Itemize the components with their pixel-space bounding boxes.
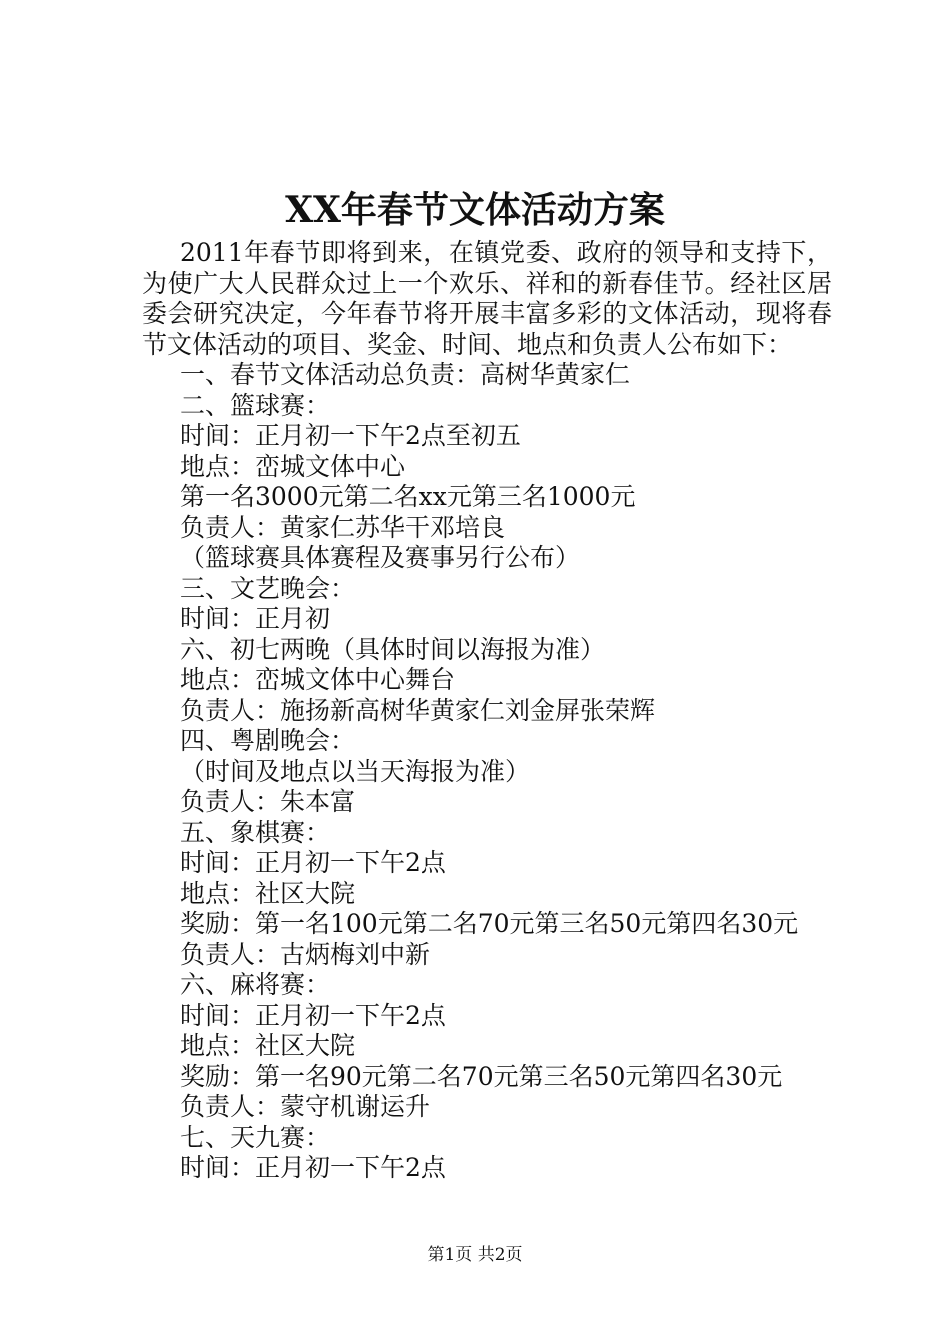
body-line: 一、春节文体活动总负责：高树华黄家仁 [180, 360, 631, 389]
body-line: （篮球赛具体赛程及赛事另行公布） [180, 543, 581, 572]
page-footer: 第1页 共2页 [427, 1245, 523, 1265]
body-line: 地点：社区大院 [180, 878, 356, 908]
body-line: （时间及地点以当天海报为准） [180, 756, 531, 786]
body-line: 地点：峦城文体中心舞台 [180, 665, 456, 694]
body-line: 时间：正月初一下午2点 [180, 848, 446, 877]
page-title: XX年春节文体活动方案 [285, 189, 665, 231]
body-line: 第一名3000元第二名xx元第三名1000元 [180, 482, 636, 511]
body-line: 负责人：蒙守机谢运升 [180, 1092, 431, 1121]
body-lines [180, 360, 880, 1184]
body-line: 负责人：黄家仁苏华干邓培良 [180, 512, 506, 542]
body-line: 负责人：施扬新高树华黄家仁刘金屏张荣辉 [180, 695, 656, 725]
body-line: 三、文艺晚会： [180, 573, 356, 603]
body-line: 时间：正月初一下午2点 [180, 1000, 446, 1030]
body-line: 时间：正月初一下午2点至初五 [180, 421, 521, 450]
body-line: 时间：正月初 [180, 604, 331, 633]
body-line: 四、粤剧晚会： [180, 726, 356, 755]
body-line: 奖励：第一名90元第二名70元第三名50元第四名30元 [180, 1061, 783, 1091]
body-line: 六、麻将赛： [180, 970, 331, 999]
body-line: 地点：峦城文体中心 [180, 451, 406, 481]
body-line: 五、象棋赛： [180, 817, 331, 847]
body-line: 负责人：朱本富 [180, 787, 356, 816]
body-line: 七、天九赛： [180, 1122, 331, 1152]
body-line: 时间：正月初一下午2点 [180, 1153, 446, 1182]
intro-paragraph: 2011年春节即将到来，在镇党委、政府的领导和支持下，为使广大人民群众过上一个欢乐、祥和的新春佳节。经社区居委会研究决定，今年春节将开展丰富多彩的文体活动，现将春节文体活动的项目、奖金、时间、地点和负责人公布如下： [142, 238, 832, 359]
body-line: 负责人：古炳梅刘中新 [180, 939, 431, 969]
body-line: 六、初七两晚（具体时间以海报为准） [180, 634, 606, 664]
body-line: 地点：社区大院 [180, 1031, 356, 1060]
body-line: 二、篮球赛： [180, 390, 331, 420]
body-line: 奖励：第一名100元第二名70元第三名50元第四名30元 [180, 909, 799, 938]
